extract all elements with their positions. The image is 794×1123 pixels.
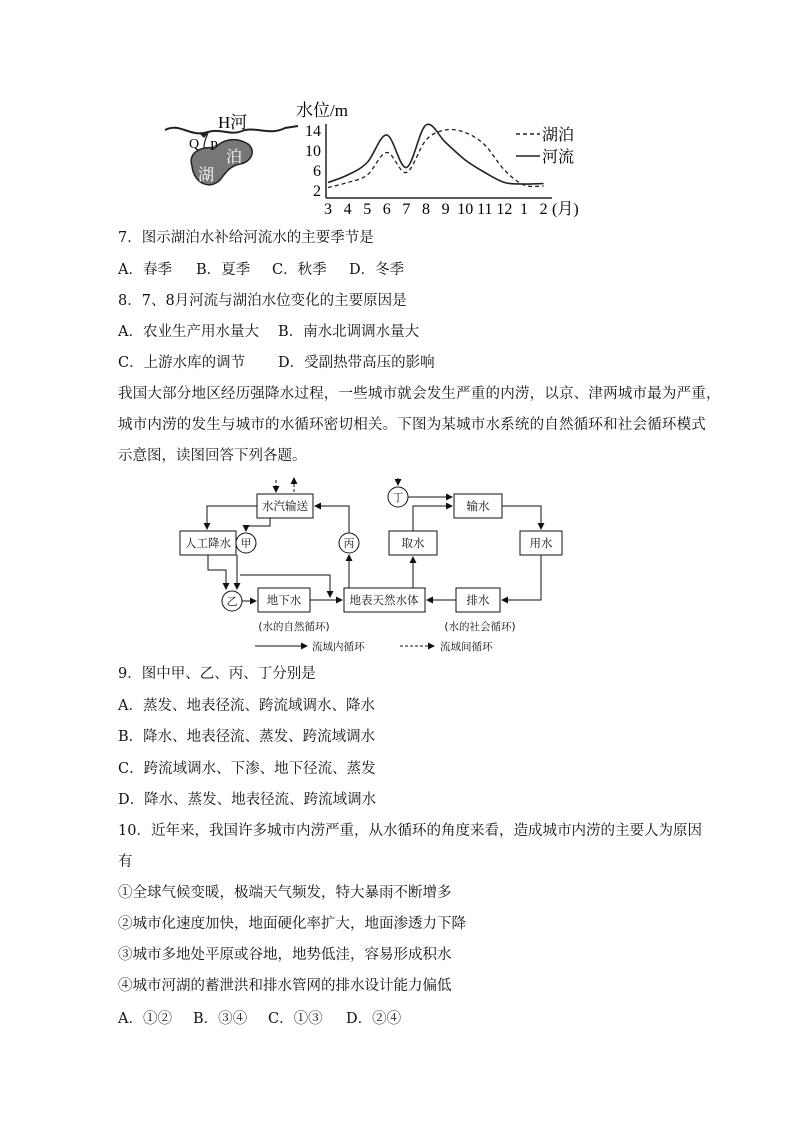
caption-natural-cycle: (水的自然循环) bbox=[258, 621, 330, 633]
arrow-transfer-to-use bbox=[502, 506, 541, 529]
lake-label-2: 泊 bbox=[226, 149, 243, 166]
q10-option-b[interactable]: B．③④ bbox=[193, 1011, 248, 1027]
q8-stem: 8．7、8月河流与湖泊水位变化的主要原因是 bbox=[118, 293, 407, 309]
passage-line-2: 城市内涝的发生与城市的水循环密切相关。下图为某城市水系统的自然循环和社会循环模式 bbox=[118, 417, 706, 433]
label-ding: 丁 bbox=[392, 491, 404, 504]
legend-label-lake: 湖泊 bbox=[542, 127, 575, 144]
q10-item-2: ②城市化速度加快，地面硬化率扩大，地面渗透力下降 bbox=[118, 916, 466, 932]
point-q: Q bbox=[189, 137, 200, 152]
q8-option-a[interactable]: A．农业生产用水量大 bbox=[118, 324, 259, 340]
q8-option-c[interactable]: C．上游水库的调节 bbox=[118, 355, 246, 371]
x-tick-label: 10 bbox=[457, 201, 474, 218]
x-tick-label: 8 bbox=[422, 201, 430, 218]
arrow-vapor-to-jia bbox=[246, 518, 270, 531]
x-tick-label: 5 bbox=[363, 201, 372, 218]
label-drain: 排水 bbox=[466, 593, 490, 607]
arrow-use-to-drain bbox=[502, 555, 541, 600]
q10-options bbox=[118, 1010, 401, 1028]
arrow-rain-to-yi-1 bbox=[208, 555, 226, 589]
x-tick-label: 11 bbox=[477, 201, 493, 218]
x-tick-label: 12 bbox=[496, 201, 513, 218]
x-tick-label: 9 bbox=[441, 201, 450, 218]
caption-social-cycle: (水的社会循环) bbox=[444, 621, 516, 633]
label-bing: 丙 bbox=[343, 537, 355, 550]
q9-option-d[interactable]: D．降水、蒸发、地表径流、跨流域调水 bbox=[118, 792, 377, 808]
q10-option-c[interactable]: C．①③ bbox=[268, 1011, 323, 1027]
label-groundwater: 地下水 bbox=[266, 593, 302, 607]
arrow-bing-to-vapor bbox=[315, 506, 349, 533]
q7-stem: 7．图示湖泊水补给河流水的主要季节是 bbox=[118, 230, 374, 246]
q9-option-b[interactable]: B．降水、地表径流、蒸发、跨流域调水 bbox=[118, 729, 376, 745]
q10-item-3: ③城市多地处平原或谷地，地势低洼，容易形成积水 bbox=[118, 947, 452, 963]
q7-option-c[interactable]: C．秋季 bbox=[272, 262, 327, 278]
label-transfer: 输水 bbox=[466, 499, 490, 513]
x-tick-label: 1 bbox=[520, 201, 528, 218]
lake-label-1: 湖 bbox=[198, 167, 215, 184]
q9-option-c[interactable]: C．跨流域调水、下渗、地下径流、蒸发 bbox=[118, 761, 376, 777]
y-tick-label: 6 bbox=[313, 163, 321, 180]
q10-option-a[interactable]: A．①② bbox=[118, 1011, 172, 1027]
x-tick-label: 4 bbox=[343, 201, 352, 218]
q10-item-4: ④城市河湖的蓄泄洪和排水管网的排水设计能力偏低 bbox=[118, 978, 452, 994]
x-tick-label: 7 bbox=[402, 201, 411, 218]
y-tick-label: 10 bbox=[305, 143, 321, 160]
label-jia: 甲 bbox=[240, 537, 252, 550]
passage-line-1: 我国大部分地区经历强降水过程，一些城市就会发生严重的内涝，以京、津两城市最为严重， bbox=[118, 386, 721, 402]
q8-option-b[interactable]: B．南水北调调水量大 bbox=[278, 324, 420, 340]
label-artificial-rain: 人工降水 bbox=[185, 536, 231, 550]
q7-option-a[interactable]: A．春季 bbox=[118, 262, 172, 278]
point-p: P bbox=[210, 139, 218, 154]
label-yi: 乙 bbox=[226, 595, 238, 608]
q7-option-d[interactable]: D．冬季 bbox=[349, 262, 405, 278]
x-tick-label: 6 bbox=[382, 201, 391, 218]
x-tick-label: 3 bbox=[324, 201, 332, 218]
x-tick-label: 2 bbox=[539, 201, 548, 218]
q7-option-b[interactable]: B．夏季 bbox=[196, 262, 251, 278]
q9-stem: 9．图中甲、乙、丙、丁分别是 bbox=[118, 666, 316, 682]
q9-option-a[interactable]: A．蒸发、地表径流、跨流域调水、降水 bbox=[118, 698, 375, 714]
label-use: 用水 bbox=[529, 536, 553, 550]
q10-stem: 10．近年来，我国许多城市内涝严重，从水循环的角度来看，造成城市内涝的主要人为原因 bbox=[118, 823, 702, 839]
river-label: H河 bbox=[218, 113, 248, 132]
y-axis-label: 水位/m bbox=[296, 101, 348, 120]
q10-stem-cont: 有 bbox=[118, 854, 133, 870]
label-surface-water: 地表天然水体 bbox=[349, 593, 419, 607]
label-vapor-transport: 水汽输送 bbox=[262, 499, 308, 513]
legend-label-river: 河流 bbox=[542, 149, 575, 166]
arrow-intake-to-transfer bbox=[413, 506, 452, 531]
legend-solid-label: 流域内循环 bbox=[312, 641, 365, 653]
y-tick-label: 2 bbox=[313, 183, 321, 200]
legend-dashed-label: 流域间循环 bbox=[440, 641, 493, 653]
q10-option-d[interactable]: D．②④ bbox=[346, 1011, 402, 1027]
label-intake: 取水 bbox=[401, 536, 425, 550]
y-tick-label: 14 bbox=[305, 123, 321, 140]
passage-line-3: 示意图，读图回答下列各题。 bbox=[118, 448, 307, 464]
q8-option-d[interactable]: D．受副热带高压的影响 bbox=[278, 355, 435, 371]
q10-item-1: ①全球气候变暖，极端天气频发，特大暴雨不断增多 bbox=[118, 885, 452, 901]
x-axis-unit: (月) bbox=[552, 201, 579, 218]
